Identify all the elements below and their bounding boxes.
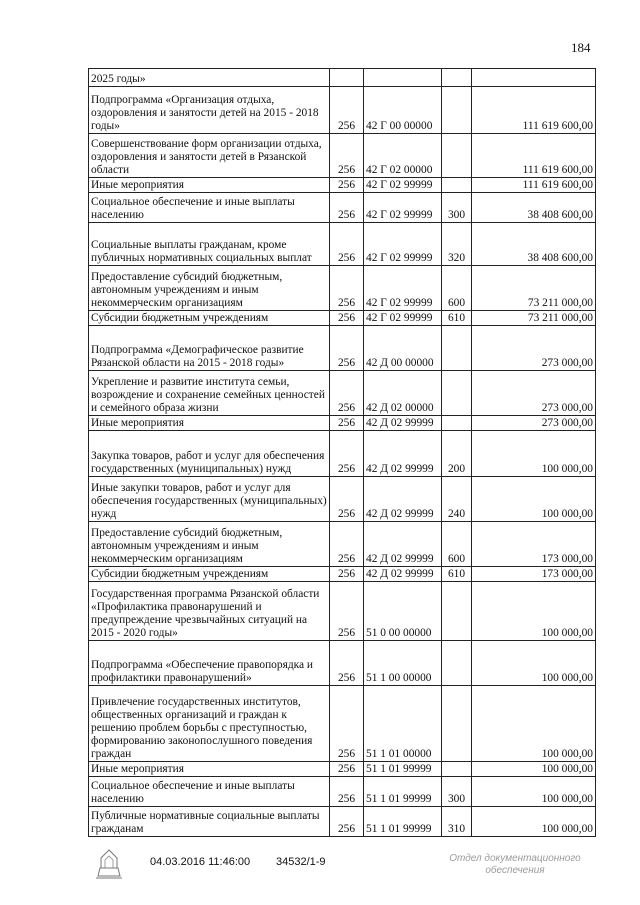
row-vr-cell [442,416,472,431]
row-vr-cell: 200 [442,431,472,477]
table-row [89,69,596,87]
row-vr-cell [442,326,472,371]
row-code-cell: 51 1 01 99999 [364,762,442,777]
table-row [89,807,596,837]
row-grbs-cell: 256 [330,416,364,431]
document-number: 34532/1-9 [276,856,326,868]
row-sum-cell: 100 000,00 [472,582,596,641]
row-grbs-cell: 256 [330,777,364,807]
row-sum-cell: 111 619 600,00 [472,87,596,134]
row-code-cell: 42 Д 02 00000 [364,371,442,416]
budget-table [88,68,596,837]
row-name-cell: Иные мероприятия [89,178,330,193]
table-row [89,567,596,582]
row-code-cell: 42 Г 02 00000 [364,134,442,178]
row-grbs-cell: 256 [330,311,364,326]
row-code-cell: 42 Д 00 00000 [364,326,442,371]
row-code-cell: 42 Г 00 00000 [364,87,442,134]
table-row [89,371,596,416]
row-code-cell: 42 Г 02 99999 [364,178,442,193]
row-code-cell: 42 Г 02 99999 [364,193,442,223]
row-name-cell: Субсидии бюджетным учреждениям [89,567,330,582]
row-name-cell: Социальные выплаты гражданам, кроме публичных нормативных социальных выплат [89,223,330,266]
row-code-cell: 42 Г 02 99999 [364,311,442,326]
row-code-cell: 42 Г 02 99999 [364,266,442,311]
row-code-cell: 51 1 01 99999 [364,807,442,837]
row-sum-cell: 38 408 600,00 [472,223,596,266]
row-sum-cell: 38 408 600,00 [472,193,596,223]
row-code-cell: 42 Д 02 99999 [364,431,442,477]
table-row [89,762,596,777]
row-sum-cell: 100 000,00 [472,762,596,777]
row-vr-cell: 240 [442,477,472,522]
row-name-cell: Публичные нормативные социальные выплаты гражданам [89,807,330,837]
row-name-cell: Иные мероприятия [89,762,330,777]
table-row [89,326,596,371]
row-name-cell: Социальное обеспечение и иные выплаты населению [89,777,330,807]
row-vr-cell: 320 [442,223,472,266]
row-vr-cell [442,762,472,777]
row-sum-cell: 73 211 000,00 [472,311,596,326]
row-sum-cell: 73 211 000,00 [472,266,596,311]
row-vr-cell: 610 [442,311,472,326]
row-vr-cell [442,641,472,686]
row-grbs-cell: 256 [330,762,364,777]
row-name-cell: Совершенствование форм организации отдыха, оздоровления и занятости детей в Рязанской области [89,134,330,178]
row-name-cell: Социальное обеспечение и иные выплаты населению [89,193,330,223]
row-sum-cell: 273 000,00 [472,416,596,431]
row-code-cell: 51 1 00 00000 [364,641,442,686]
row-grbs-cell: 256 [330,371,364,416]
row-name-cell: Укрепление и развитие института семьи, возрождение и сохранение семейных ценностей и семейного образа жизни [89,371,330,416]
department-stamp: Отдел документационного обеспечения [449,853,581,876]
row-grbs-cell: 256 [330,266,364,311]
row-code-cell: 51 1 01 00000 [364,686,442,762]
row-grbs-cell: 256 [330,641,364,686]
table-row [89,431,596,477]
row-grbs-cell: 256 [330,567,364,582]
row-name-cell: Закупка товаров, работ и услуг для обеспечения государственных (муниципальных) нужд [89,431,330,477]
row-code-cell: 51 1 01 99999 [364,777,442,807]
row-code-cell: 42 Г 02 99999 [364,223,442,266]
table-row [89,266,596,311]
table-row [89,477,596,522]
table-row [89,641,596,686]
row-vr-cell [442,87,472,134]
row-vr-cell [442,686,472,762]
row-name-cell: Иные мероприятия [89,416,330,431]
row-grbs-cell: 256 [330,87,364,134]
row-grbs-cell: 256 [330,477,364,522]
row-grbs-cell: 256 [330,686,364,762]
row-grbs-cell [330,69,364,87]
row-code-cell: 42 Д 02 99999 [364,416,442,431]
row-sum-cell [472,69,596,87]
row-sum-cell: 100 000,00 [472,431,596,477]
coat-of-arms-icon [92,846,126,880]
row-grbs-cell: 256 [330,134,364,178]
row-sum-cell: 100 000,00 [472,686,596,762]
row-sum-cell: 100 000,00 [472,777,596,807]
row-sum-cell: 273 000,00 [472,326,596,371]
row-code-cell [364,69,442,87]
row-vr-cell [442,371,472,416]
row-sum-cell: 100 000,00 [472,807,596,837]
row-grbs-cell: 256 [330,326,364,371]
row-name-cell: Подпрограмма «Организация отдыха, оздоровления и занятости детей на 2015 - 2018 годы» [89,87,330,134]
row-sum-cell: 111 619 600,00 [472,134,596,178]
row-vr-cell [442,582,472,641]
table-row [89,777,596,807]
row-sum-cell: 173 000,00 [472,522,596,567]
page-number: 184 [571,40,591,55]
table-row [89,134,596,178]
row-vr-cell: 600 [442,522,472,567]
row-code-cell: 42 Д 02 99999 [364,477,442,522]
row-vr-cell [442,134,472,178]
table-row [89,311,596,326]
row-name-cell: Привлечение государственных институтов, общественных организаций и граждан к решению проблем борьбы с преступностью, формированию законопослушного поведения граждан [89,686,330,762]
table-row [89,582,596,641]
row-grbs-cell: 256 [330,582,364,641]
row-sum-cell: 273 000,00 [472,371,596,416]
row-grbs-cell: 256 [330,193,364,223]
row-name-cell: Иные закупки товаров, работ и услуг для обеспечения государственных (муниципальных) нужд [89,477,330,522]
row-vr-cell: 300 [442,777,472,807]
row-grbs-cell: 256 [330,807,364,837]
row-grbs-cell: 256 [330,223,364,266]
row-vr-cell [442,69,472,87]
row-grbs-cell: 256 [330,431,364,477]
table-row [89,178,596,193]
row-vr-cell: 300 [442,193,472,223]
table-row [89,522,596,567]
row-vr-cell: 310 [442,807,472,837]
table-row [89,416,596,431]
table-row [89,87,596,134]
print-datetime: 04.03.2016 11:46:00 [150,856,251,868]
row-sum-cell: 111 619 600,00 [472,178,596,193]
row-vr-cell: 600 [442,266,472,311]
table-row [89,223,596,266]
row-sum-cell: 100 000,00 [472,477,596,522]
row-name-cell: Государственная программа Рязанской области «Профилактика правонарушений и предупреждение чрезвычайных ситуаций на 2015 - 2020 годы» [89,582,330,641]
row-grbs-cell: 256 [330,522,364,567]
row-sum-cell: 100 000,00 [472,641,596,686]
row-name-cell: 2025 годы» [89,69,330,87]
row-code-cell: 51 0 00 00000 [364,582,442,641]
row-name-cell: Предоставление субсидий бюджетным, автономным учреждениям и иным некоммерческим организациям [89,522,330,567]
row-code-cell: 42 Д 02 99999 [364,522,442,567]
row-grbs-cell: 256 [330,178,364,193]
row-vr-cell: 610 [442,567,472,582]
row-name-cell: Подпрограмма «Демографическое развитие Рязанской области на 2015 - 2018 годы» [89,326,330,371]
row-name-cell: Подпрограмма «Обеспечение правопорядка и профилактики правонарушений» [89,641,330,686]
row-sum-cell: 173 000,00 [472,567,596,582]
row-name-cell: Предоставление субсидий бюджетным, автономным учреждениям и иным некоммерческим организациям [89,266,330,311]
row-vr-cell [442,178,472,193]
table-row [89,686,596,762]
row-code-cell: 42 Д 02 99999 [364,567,442,582]
row-name-cell: Субсидии бюджетным учреждениям [89,311,330,326]
table-row [89,193,596,223]
